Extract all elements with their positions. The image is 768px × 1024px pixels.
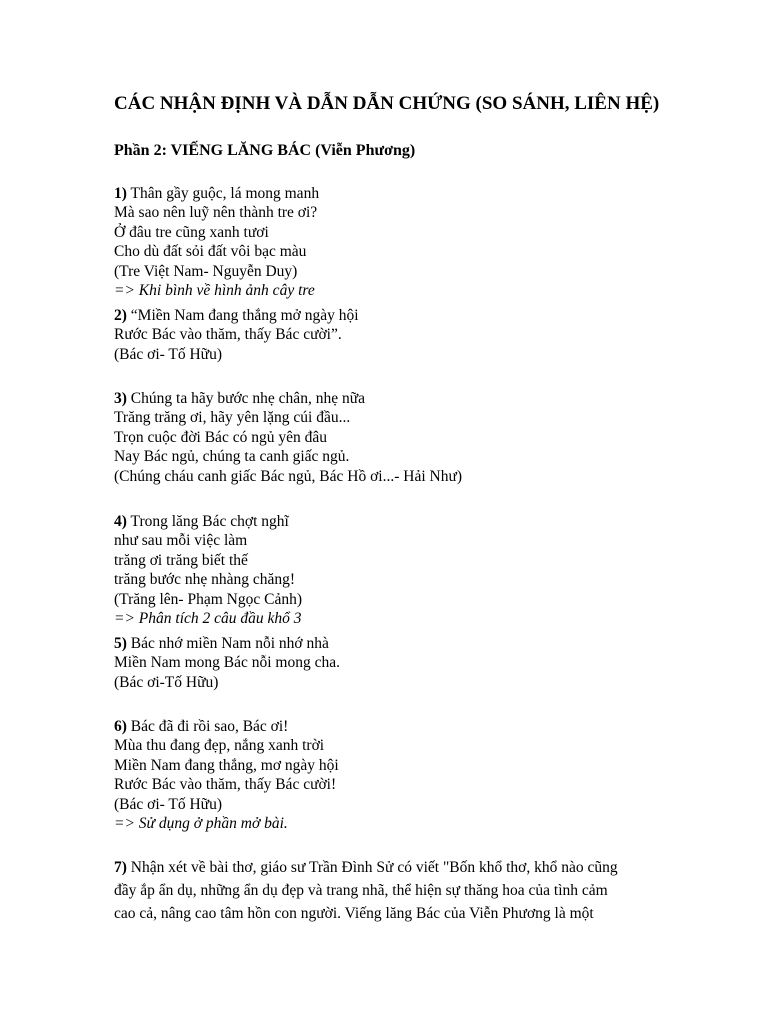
paragraph-line: đầy ắp ẩn dụ, những ẩn dụ đẹp và trang nhã, thể hiện sự thăng hoa của tình cảm [114,882,608,899]
paragraph-line: cao cả, nâng cao tâm hồn con người. Viếng lăng Bác của Viễn Phương là một [114,905,594,922]
source-citation: (Bác ơi- Tố Hữu) [114,345,222,363]
part-heading: Phần 2: VIẾNG LĂNG BÁC (Viễn Phương) [114,142,416,159]
item-5-line-1 [114,634,340,653]
note-line: => Sử dụng ở phần mở bài. [114,814,288,832]
item-2 [114,306,359,364]
verse-line: Bác nhớ miền Nam nỗi nhớ nhà [130,635,329,652]
item-number: 2) [114,307,127,324]
item-number: 6) [114,718,127,735]
item-1 [114,184,319,300]
item-4-line-1 [114,512,302,531]
paragraph-line: Nhận xét về bài thơ, giáo sư Trần Đình Sử có viết "Bốn khổ thơ, khổ nào cũng [130,859,618,876]
item-5 [114,634,340,692]
source-citation: (Bác ơi- Tố Hữu) [114,795,222,813]
source-citation: (Bác ơi-Tố Hữu) [114,673,219,691]
item-1-line-1 [114,184,319,203]
verse-line: Rước Bác vào thăm, thấy Bác cười”. [114,326,342,344]
verse-line: Trọn cuộc đời Bác có ngủ yên đâu [114,428,327,446]
note-line: => Phân tích 2 câu đầu khổ 3 [114,609,302,627]
item-6-line-1 [114,717,339,736]
document-title: CÁC NHẬN ĐỊNH VÀ DẪN DẪN CHỨNG (SO SÁNH, LIÊN HỆ) [114,93,660,114]
source-citation: (Chúng cháu canh giấc Bác ngủ, Bác Hồ ơi...- Hải Như) [114,467,463,485]
verse-line: “Miền Nam đang thắng mở ngày hội [130,307,359,324]
item-6 [114,717,339,833]
item-2-line-1 [114,306,359,325]
item-7-line-1 [114,856,654,879]
note-line: => Khi bình về hình ảnh cây tre [114,281,315,299]
item-number: 4) [114,513,127,530]
verse-line: Mùa thu đang đẹp, nắng xanh trời [114,737,325,755]
item-3-line-1 [114,389,462,408]
verse-line: Trăng trăng ơi, hãy yên lặng cúi đầu... [114,409,351,427]
verse-line: Bác đã đi rồi sao, Bác ơi! [130,718,289,735]
item-number: 7) [114,859,127,876]
item-number: 3) [114,390,127,407]
item-4 [114,512,302,628]
verse-line: Thân gầy guộc, lá mong manh [130,185,320,202]
verse-line: trăng ơi trăng biết thế [114,551,248,569]
source-citation: (Trăng lên- Phạm Ngọc Cảnh) [114,590,302,608]
verse-line: Chúng ta hãy bước nhẹ chân, nhẹ nữa [130,390,365,407]
item-7 [114,856,654,925]
verse-line: Nay Bác ngủ, chúng ta canh giấc ngủ. [114,448,350,466]
verse-line: Trong lăng Bác chợt nghĩ [130,513,289,530]
item-number: 1) [114,185,127,202]
verse-line: Miền Nam đang thắng, mơ ngày hội [114,756,339,774]
verse-line: Ở đâu tre cũng xanh tươi [114,223,269,241]
item-3 [114,389,462,486]
source-citation: (Tre Việt Nam- Nguyễn Duy) [114,262,298,280]
verse-line: Miền Nam mong Bác nỗi mong cha. [114,654,340,672]
verse-line: trăng bước nhẹ nhàng chăng! [114,571,296,589]
verse-line: như sau mỗi việc làm [114,532,248,550]
verse-line: Mà sao nên luỹ nên thành tre ơi? [114,204,318,222]
verse-line: Cho dù đất sỏi đất vôi bạc màu [114,243,307,261]
verse-line: Rước Bác vào thăm, thấy Bác cười! [114,776,337,794]
item-number: 5) [114,635,127,652]
